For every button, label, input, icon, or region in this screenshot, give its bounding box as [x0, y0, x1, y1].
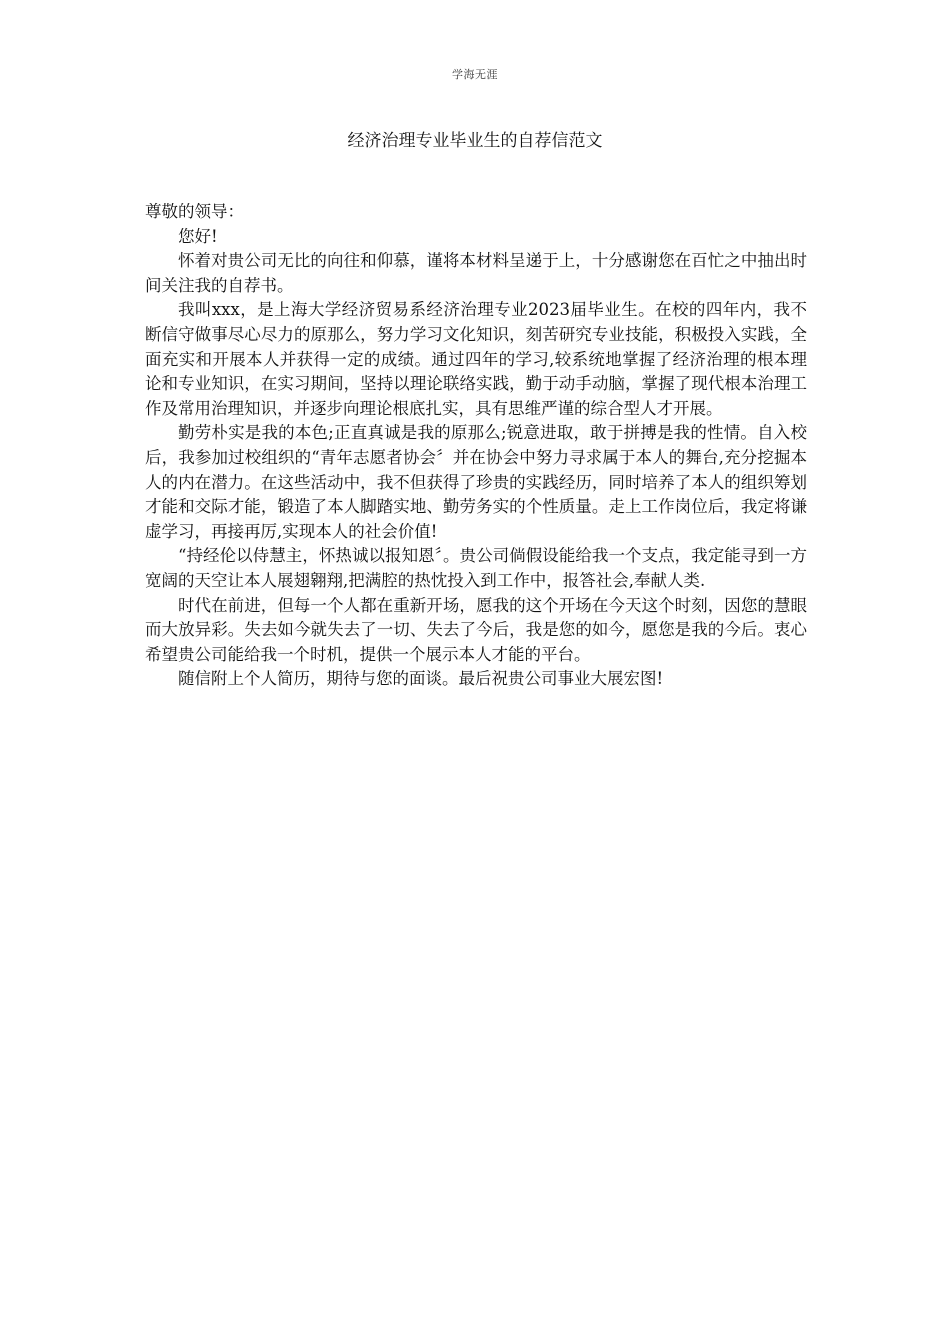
paragraph-aspiration: “持经伦以侍慧主，怀热诚以报知恩〞。贵公司倘假设能给我一个支点，我定能寻到一方宽阔的天空让本人展翅翱翔,把满腔的热忱投入到工作中，报答社会,奉献人类.	[145, 546, 807, 590]
salutation: 尊敬的领导：	[145, 202, 244, 221]
paragraph-closing: 随信附上个人简历，期待与您的面谈。最后祝贵公司事业大展宏图!	[178, 669, 664, 689]
greeting: 您好!	[178, 226, 218, 246]
paragraph-intro: 怀着对贵公司无比的向往和仰慕，谨将本材料呈递于上，十分感谢您在百忙之中抽出时间关注我的自荐书。	[145, 251, 807, 295]
paragraph-character: 勤劳朴实是我的本色;正直真诚是我的原那么;锐意进取，敢于拼搏是我的性情。自入校后，我参加过校组织的“青年志愿者协会〞并在协会中努力寻求属于本人的舞台,充分挖掘本人的内在潜力。在这些活动中，我不但获得了珍贵的实践经历，同时培养了本人的组织筹划才能和交际才能，锻造了本人脚踏实地、勤劳务实的个性质量。走上工作岗位后，我定将谦虚学习，再接再厉,实现本人的社会价值!	[145, 423, 807, 541]
paragraph-background: 我叫xxx，是上海大学经济贸易系经济治理专业2023届毕业生。在校的四年内，我不断信守做事尽心尽力的原那么，努力学习文化知识，刻苦研究专业技能，积极投入实践，全面充实和开展本人并获得一定的成绩。通过四年的学习,较系统地掌握了经济治理的根本理论和专业知识，在实习期间，坚持以理论联络实践，勤于动手动脑，掌握了现代根本治理工作及常用治理知识，并逐步向理论根底扎实，具有思维严谨的综合型人才开展。	[145, 300, 807, 418]
letter-body	[145, 200, 807, 692]
paragraph-hope: 时代在前进，但每一个人都在重新开场，愿我的这个开场在今天这个时刻，因您的慧眼而大放异彩。失去如今就失去了一切、失去了今后，我是您的如今，愿您是我的今后。衷心希望贵公司能给我一个时机，提供一个展示本人才能的平台。	[145, 595, 807, 664]
document-title: 经济治理专业毕业生的自荐信范文	[347, 131, 603, 151]
page-header: 学海无涯	[452, 68, 498, 81]
